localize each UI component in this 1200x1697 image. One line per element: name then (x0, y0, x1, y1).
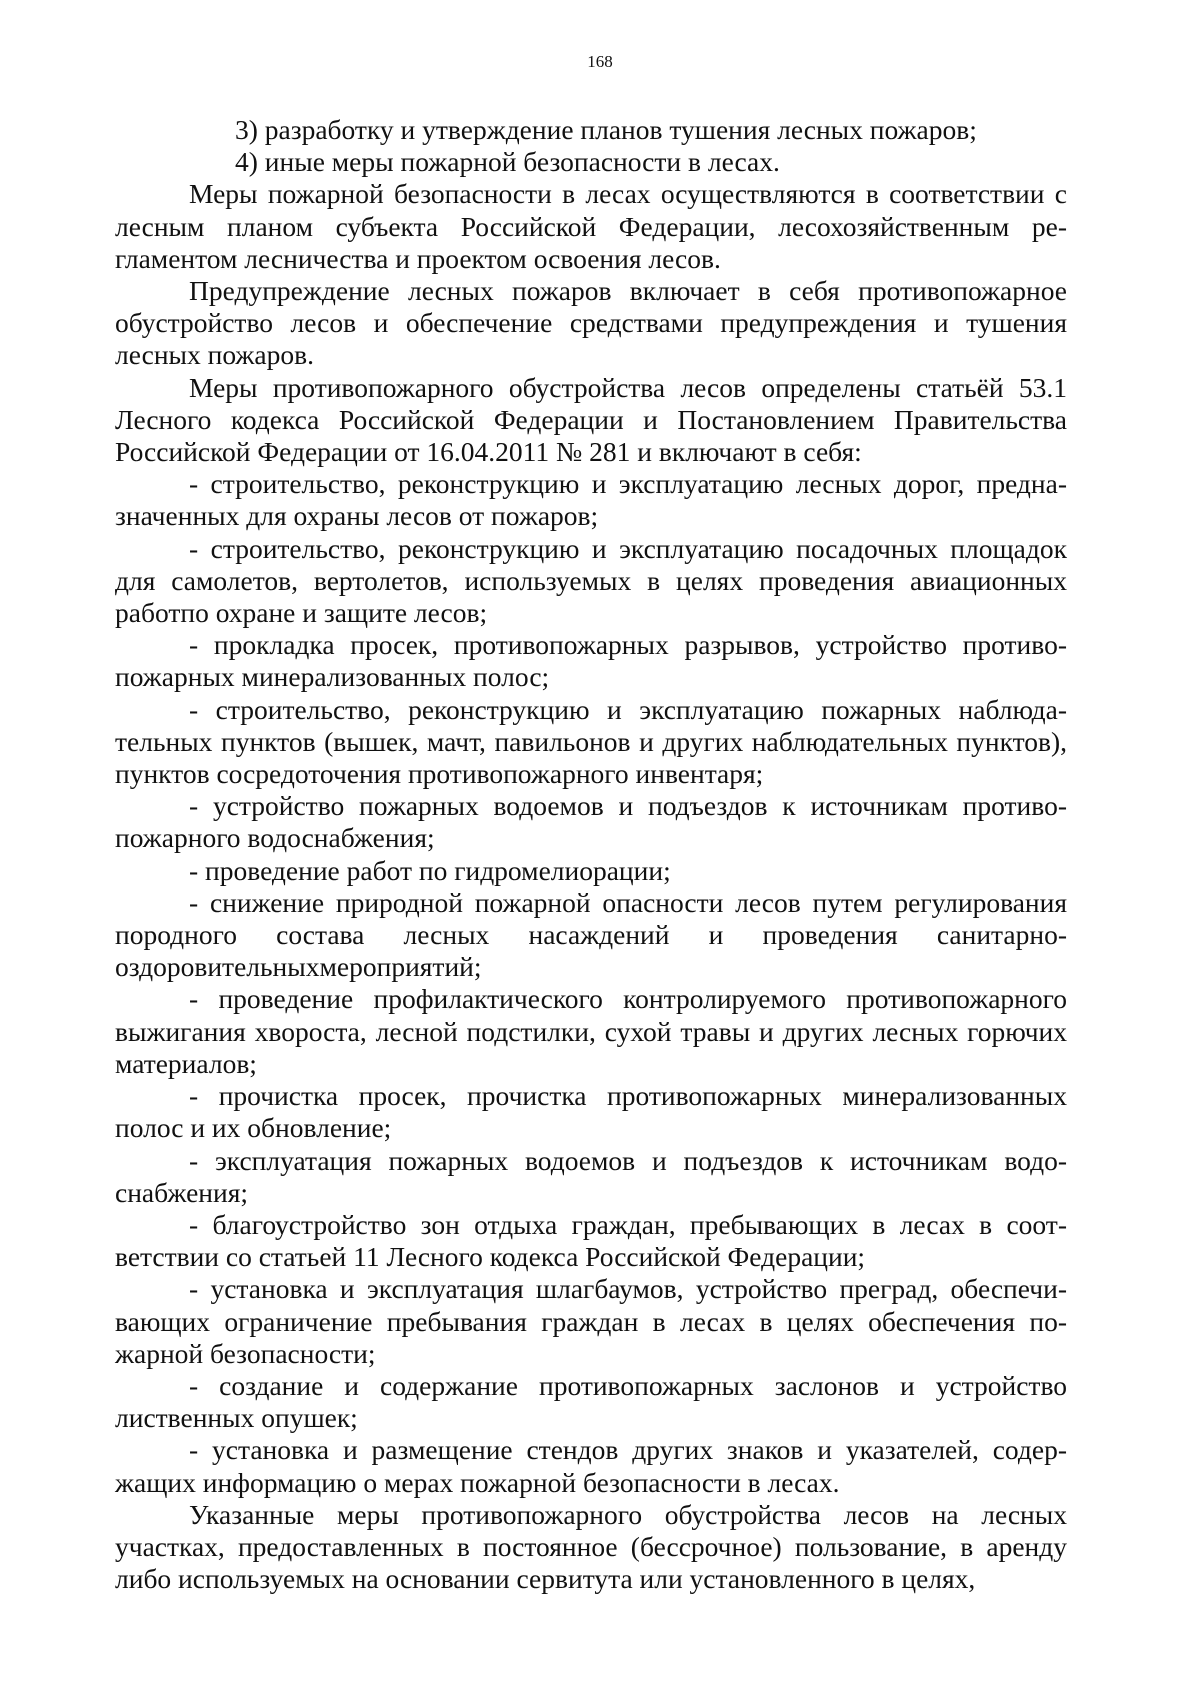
measure-item: - проведение профилактического контролируемого противопожарного выжигания хвороста, лесной подстилки, сухой травы и других лесных горючих материалов; (115, 983, 1067, 1079)
measure-item: - строительство, реконструкцию и эксплуатацию лесных дорог, предназначенных для охраны лесов от пожаров; (115, 468, 1067, 532)
measure-item: - прочистка просек, прочистка противопожарных минерализованных полос и их обновление; (115, 1080, 1067, 1144)
measure-item: - прокладка просек, противопожарных разрывов, устройство противопожарных минерализованных полос; (115, 629, 1067, 693)
paragraph-measures-definition: Меры противопожарного обустройства лесов определены статьёй 53.1 Лесного кодекса Российской Федерации и Постановлением Правительства Российской Федерации от 16.04.2011 № 281 и включают в себя: (115, 371, 1067, 468)
measure-item: - устройство пожарных водоемов и подъездов к источникам противопожарного водоснабжения; (115, 790, 1067, 854)
paragraph-closing: Указанные меры противопожарного обустройства лесов на лесных участках, предоставленных в постоянное (бессрочное) пользование, в аренду либо используемых на основании сервитута или установленного в целях, (115, 1498, 1067, 1595)
measure-item: - установка и размещение стендов других знаков и указателей, содержащих информацию о мерах пожарной безопасности в лесах. (115, 1434, 1067, 1498)
page-number: 168 (587, 52, 613, 71)
paragraph-fire-prevention: Предупреждение лесных пожаров включает в себя противопожарное обустройство лесов и обеспечение средствами предупреждения и тушения лесных пожаров. (115, 275, 1067, 371)
list-item-4: 4) иные меры пожарной безопасности в лесах. (235, 146, 780, 178)
measure-item: - строительство, реконструкцию и эксплуатацию посадочных площадок для самолетов, вертолетов, используемых в целях проведения авиационных работпо охране и защите лесов; (115, 532, 1067, 629)
measure-item: - благоустройство зон отдыха граждан, пребывающих в лесах в соответствии со статьей 11 Лесного кодекса Российской Федерации; (115, 1208, 1067, 1273)
page-body (115, 114, 1067, 1595)
paragraph-fire-safety-measures: Меры пожарной безопасности в лесах осуществляются в соответствии с лесным планом субъекта Российской Федерации, лесохозяйственным регламентом лесничества и проектом освоения лесов. (115, 178, 1067, 274)
measure-item: - строительство, реконструкцию и эксплуатацию пожарных наблюдательных пунктов (вышек, мачт, павильонов и других наблюдательных пунктов), пунктов сосредоточения противопожарного инвентаря; (115, 693, 1067, 790)
measure-item: - создание и содержание противопожарных заслонов и устройство лиственных опушек; (115, 1369, 1067, 1434)
measure-item: - снижение природной пожарной опасности лесов путем регулирования породного состава лесных насаждений и проведения санитарно-оздоровительныхмероприятий; (115, 886, 1067, 983)
measure-item: - эксплуатация пожарных водоемов и подъездов к источникам водоснабжения; (115, 1144, 1067, 1208)
list-item-3: 3) разработку и утверждение планов тушения лесных пожаров; (235, 114, 977, 145)
measure-item: - установка и эксплуатация шлагбаумов, устройство преград, обеспечивающих ограничение пребывания граждан в лесах в целях обеспечения пожарной безопасности; (115, 1273, 1067, 1369)
measure-item: - проведение работ по гидромелиорации; (189, 854, 671, 886)
